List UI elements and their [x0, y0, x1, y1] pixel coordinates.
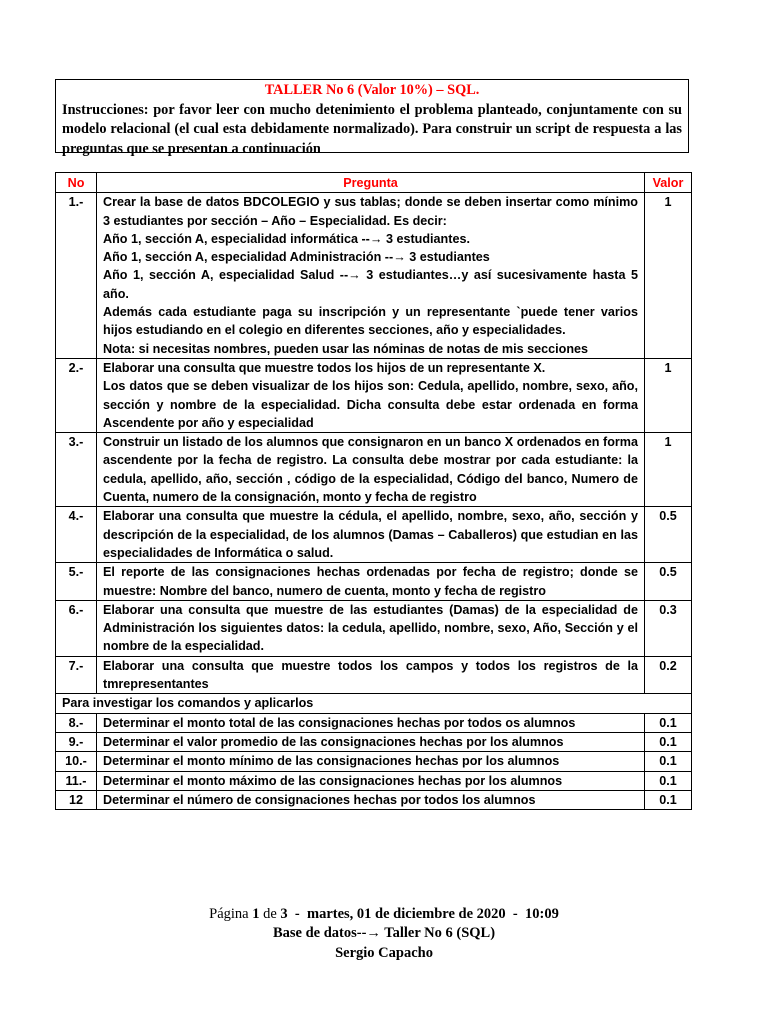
question-number: 3.-: [56, 433, 97, 507]
question-number: 4.-: [56, 507, 97, 563]
column-header-value: Valor: [645, 173, 692, 193]
question-text: [97, 507, 645, 563]
question-number: 11.-: [56, 771, 97, 790]
questions-table: [55, 172, 692, 810]
question-value: 0.2: [645, 656, 692, 694]
question-line: Construir un listado de los alumnos que consignaron en un banco X ordenados en forma ascendente por la fecha de registro. La consulta debe mostrar por cada estudiante: la cedula, apellido, año, sección , código de la especialidad, Código del banco, Numero de Cuenta, numero de la consignación, monto y fecha de registro: [103, 435, 638, 505]
question-line: Elaborar una consulta que muestre la cédula, el apellido, nombre, sexo, año, sección y descripción de la especialidad, de los alumnos (Damas – Caballeros) que estudian en las especialidades de Informática o salud.: [103, 509, 638, 560]
footer-line-1: [0, 905, 768, 924]
question-text: [97, 600, 645, 656]
question-text: [97, 433, 645, 507]
question-text: Determinar el monto mínimo de las consignaciones hechas por los alumnos: [97, 752, 645, 771]
question-row: [56, 358, 692, 432]
question-line: Elaborar una consulta que muestre todos los campos y todos los registros de la tmrepresentantes: [103, 658, 638, 692]
question-value: 0.1: [645, 732, 692, 751]
section-row: [56, 694, 692, 713]
question-number: 8.-: [56, 713, 97, 732]
question-text: [97, 563, 645, 601]
question-line: Año 1, sección A, especialidad informática --→ 3 estudiantes.: [103, 231, 470, 246]
question-number: 1.-: [56, 193, 97, 359]
question-line: El reporte de las consignaciones hechas ordenadas por fecha de registro; donde se muestre: Nombre del banco, numero de cuenta, monto y fecha de registro: [103, 565, 638, 598]
question-value: 0.1: [645, 771, 692, 790]
question-row: [56, 771, 692, 790]
footer-separator-2: -: [512, 906, 518, 922]
instructions-text: Instrucciones: por favor leer con mucho detenimiento el problema planteado, conjuntamente con su modelo relacional (el cual esta debidamente normalizado). Para construir un script de respuesta a las preguntas que se presentan a continuación: [62, 101, 682, 157]
question-value: 0.5: [645, 563, 692, 601]
question-value: 0.1: [645, 713, 692, 732]
footer-page-total: 3: [280, 906, 288, 922]
question-line: Los datos que se deben visualizar de los hijos son: Cedula, apellido, nombre, sexo, año, sección y nombre de la especialidad. Dicha consulta debe estar ordenada en forma Ascendente por año y especialidad: [103, 379, 638, 430]
question-row: [56, 752, 692, 771]
question-row: [56, 507, 692, 563]
footer-page-number: 1: [252, 906, 260, 922]
question-value: 1: [645, 193, 692, 359]
questions-top: [56, 193, 692, 694]
document-title: TALLER No 6 (Valor 10%) – SQL.: [264, 82, 480, 98]
header-box: [55, 79, 689, 157]
question-value: 1: [645, 433, 692, 507]
question-value: 0.5: [645, 507, 692, 563]
question-number: 5.-: [56, 563, 97, 601]
footer-of-word: de: [263, 906, 277, 922]
question-value: 0.1: [645, 752, 692, 771]
footer-page-word: Página: [209, 906, 249, 922]
question-line: Año 1, sección A, especialidad Administración --→ 3 estudiantes: [103, 250, 490, 265]
page-footer: [0, 905, 768, 963]
footer-date: martes, 01 de diciembre de 2020: [307, 906, 506, 922]
question-value: 0.3: [645, 600, 692, 656]
question-line: Año 1, sección A, especialidad Salud --→ 3 estudiantes…y así sucesivamente hasta 5 año.: [103, 268, 638, 301]
section-group: [56, 694, 692, 713]
question-row: [56, 713, 692, 732]
question-line: Nota: si necesitas nombres, pueden usar las nóminas de notas de mis secciones: [103, 341, 589, 356]
footer-time: 10:09: [525, 906, 559, 922]
question-line: Crear la base de datos BDCOLEGIO y sus tablas; donde se deben insertar como mínimo 3 estudiantes por sección – Año – Especialidad. Es decir:: [103, 195, 638, 228]
question-row: [56, 600, 692, 656]
question-row: [56, 433, 692, 507]
question-number: 6.-: [56, 600, 97, 656]
question-line: Elaborar una consulta que muestre de las estudiantes (Damas) de la especialidad de Administración los siguientes datos: la cedula, apellido, nombre, sexo, Año, Sección y el nombre de la especialidad.: [103, 602, 638, 654]
column-header-no: No: [56, 173, 97, 193]
question-number: 9.-: [56, 732, 97, 751]
question-row: [56, 563, 692, 601]
question-text: [97, 193, 645, 359]
question-number: 7.-: [56, 656, 97, 694]
question-line: Además cada estudiante paga su inscripción y un representante `puede tener varios hijos estudiando en el colegio en diferentes secciones, año y especialidades.: [103, 305, 638, 338]
question-text: Determinar el monto máximo de las consignaciones hechas por los alumnos: [97, 771, 645, 790]
question-number: 12: [56, 790, 97, 809]
question-number: 10.-: [56, 752, 97, 771]
footer-line-2: Base de datos--→ Taller No 6 (SQL): [272, 925, 496, 942]
question-row: [56, 790, 692, 809]
question-text: Determinar el valor promedio de las consignaciones hechas por los alumnos: [97, 732, 645, 751]
footer-author: Sergio Capacho: [335, 944, 433, 961]
question-text: Determinar el número de consignaciones hechas por todos los alumnos: [97, 790, 645, 809]
question-text: [97, 656, 645, 694]
footer-separator: -: [294, 906, 300, 922]
question-number: 2.-: [56, 358, 97, 432]
question-value: 1: [645, 358, 692, 432]
table-header-row: [56, 173, 692, 193]
question-value: 0.1: [645, 790, 692, 809]
column-header-question: Pregunta: [97, 173, 645, 193]
questions-bottom: [56, 713, 692, 809]
question-text: Determinar el monto total de las consignaciones hechas por todos os alumnos: [97, 713, 645, 732]
question-row: [56, 656, 692, 694]
question-row: [56, 193, 692, 359]
question-text: [97, 358, 645, 432]
section-label: Para investigar los comandos y aplicarlos: [56, 694, 692, 713]
question-line: Elaborar una consulta que muestre todos los hijos de un representante X.: [103, 360, 546, 375]
question-row: [56, 732, 692, 751]
